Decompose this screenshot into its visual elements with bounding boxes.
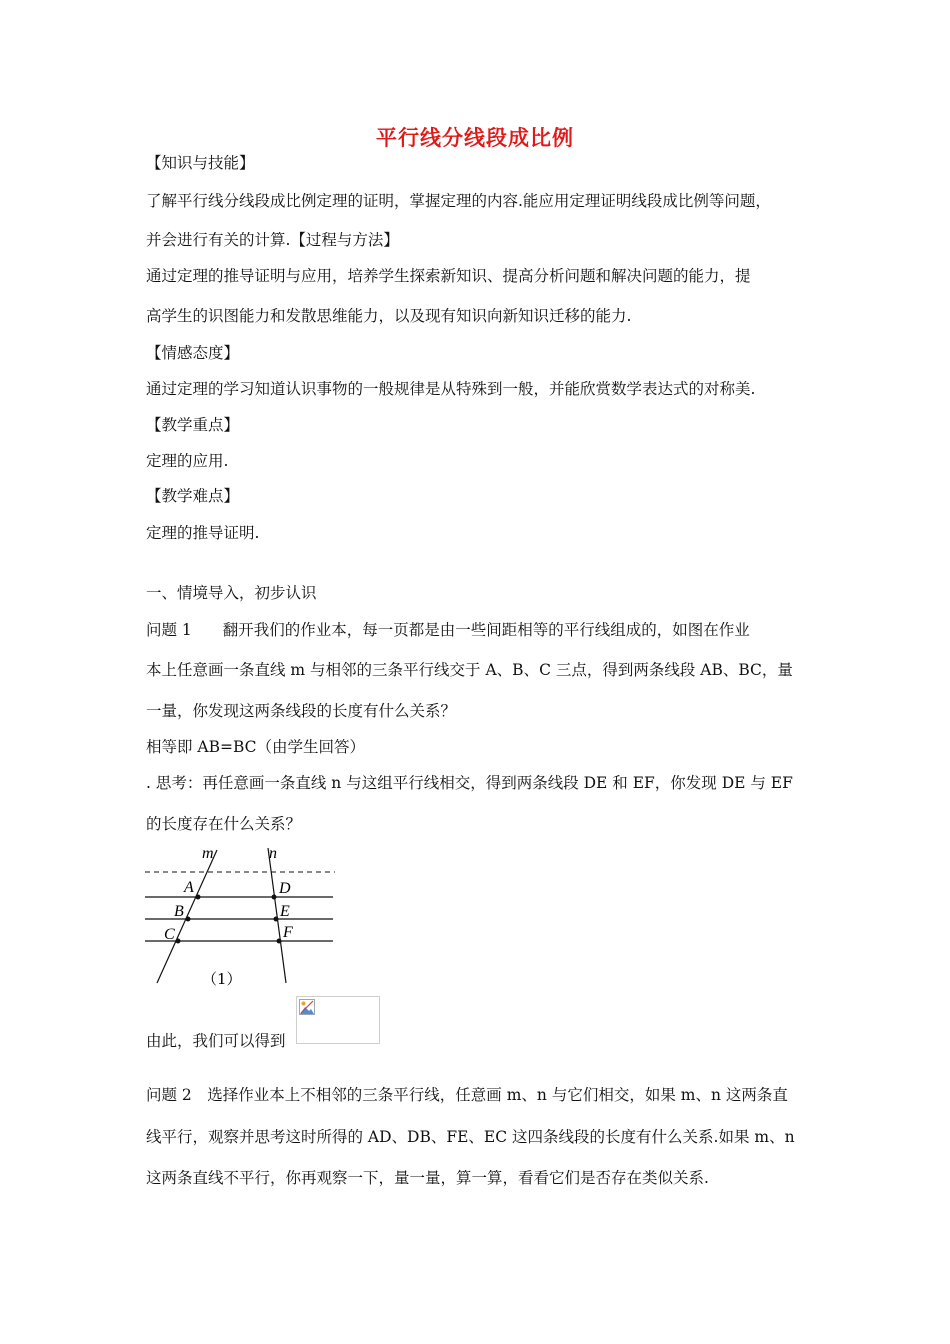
point-b xyxy=(186,917,191,922)
point-a xyxy=(196,895,201,900)
question-1-line-2: 本上任意画一条直线 m 与相邻的三条平行线交于 A、B、C 三点，得到两条线段 AB、BC，量 xyxy=(146,661,793,679)
process-line-1: 通过定理的推导证明与应用，培养学生探索新知识、提高分析问题和解决问题的能力，提 xyxy=(146,267,751,285)
label-f: F xyxy=(283,924,293,941)
point-d xyxy=(272,895,277,900)
emotion-heading: 【情感态度】 xyxy=(146,344,240,362)
difficulty-heading: 【教学难点】 xyxy=(146,487,240,505)
process-line-2: 高学生的识图能力和发散思维能力，以及现有知识向新知识迁移的能力. xyxy=(146,307,632,325)
label-e: E xyxy=(280,903,290,920)
think-line-2: 的长度存在什么关系？ xyxy=(146,815,302,833)
difficulty-line-1: 定理的推导证明. xyxy=(146,524,260,542)
intro-heading: 一、情境导入，初步认识 xyxy=(146,584,317,602)
question-1-line-3: 一量，你发现这两条线段的长度有什么关系？ xyxy=(146,702,457,720)
missing-formula-image xyxy=(296,996,380,1044)
label-d: D xyxy=(279,880,291,897)
question-2-line-3: 这两条直线不平行，你再观察一下，量一量，算一算，看看它们是否存在类似关系. xyxy=(146,1169,709,1187)
think-line-1: . 思考：再任意画一条直线 n 与这组平行线相交，得到两条线段 DE 和 EF，你发现 DE 与 EF xyxy=(146,774,793,792)
knowledge-heading: 【知识与技能】 xyxy=(146,154,255,172)
question-1-line-1: 问题 1 翻开我们的作业本，每一页都是由一些间距相等的平行线组成的，如图在作业 xyxy=(146,621,750,639)
key-point-line-1: 定理的应用. xyxy=(146,452,229,470)
label-m: m xyxy=(202,845,214,862)
label-b: B xyxy=(174,903,184,920)
knowledge-line-2: 并会进行有关的计算.【过程与方法】 xyxy=(146,231,399,249)
key-point-heading: 【教学重点】 xyxy=(146,416,240,434)
label-a: A xyxy=(184,879,194,896)
conclusion-line: 由此，我们可以得到 xyxy=(146,1032,286,1050)
figure-caption: （1） xyxy=(202,970,242,988)
knowledge-line-1: 了解平行线分线段成比例定理的证明，掌握定理的内容.能应用定理证明线段成比例等问题， xyxy=(146,192,771,210)
broken-image-icon xyxy=(299,999,315,1015)
emotion-line-1: 通过定理的学习知道认识事物的一般规律是从特殊到一般，并能欣赏数学表达式的对称美. xyxy=(146,380,756,398)
question-2-line-1: 问题 2 选择作业本上不相邻的三条平行线，任意画 m、n 与它们相交，如果 m、n 这两条直 xyxy=(146,1086,788,1104)
question-2-line-2: 线平行，观察并思考这时所得的 AD、DB、FE、EC 这四条线段的长度有什么关系.如果 m、n xyxy=(146,1128,795,1146)
label-c: C xyxy=(164,926,175,943)
page-title: 平行线分线段成比例 xyxy=(376,125,574,150)
point-e xyxy=(274,917,279,922)
point-c xyxy=(176,939,181,944)
line-m xyxy=(157,850,217,983)
point-f xyxy=(277,939,282,944)
parallel-lines-figure xyxy=(140,838,350,988)
label-n: n xyxy=(269,845,277,862)
answer-line: 相等即 AB=BC（由学生回答） xyxy=(146,738,366,756)
